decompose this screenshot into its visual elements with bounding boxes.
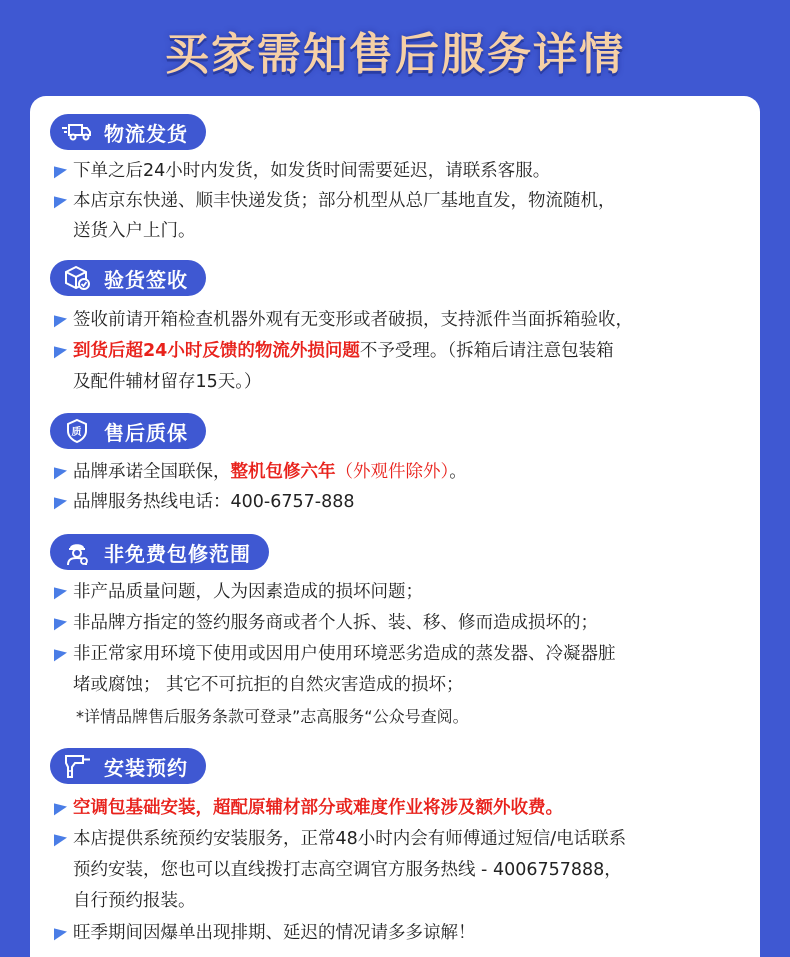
bullet-arrow-icon	[54, 495, 67, 510]
logistics-line-3: 送货入户上门。	[73, 221, 196, 241]
installation-line-5: 旺季期间因爆单出现排期、延迟的情况请多多谅解！	[54, 918, 744, 948]
installation-line-2: 本店提供系统预约安装服务，正常48小时内会有师傅通过短信/电话联系	[54, 824, 744, 854]
installation-fee-warning: 空调包基础安装，超配原辅材部分或难度作业将涉及额外收费。	[73, 798, 563, 818]
warranty-line-1: 品牌承诺全国联保，整机包修六年（外观件除外）。	[54, 457, 744, 487]
service-hotline: 品牌服务热线电话：400-6757-888	[73, 492, 355, 512]
bullet-arrow-icon	[54, 616, 67, 631]
installation-line-4: 自行预约报装。	[73, 891, 196, 911]
exclusions-line-1: 非产品质量问题，人为因素造成的损坏问题；	[54, 577, 744, 607]
package-check-icon	[62, 265, 92, 291]
installation-line-3: 预约安装，您也可以直线拨打志高空调官方服务热线 - 4006757888，	[73, 860, 622, 880]
page-title: 买家需知售后服务详情	[165, 29, 625, 80]
bullet-arrow-icon	[54, 164, 67, 179]
section-title-warranty: 售后质保	[104, 420, 188, 445]
section-title-installation: 安装预约	[104, 755, 188, 780]
bullet-arrow-icon	[54, 926, 67, 941]
content-card	[30, 96, 760, 957]
inspection-line-3: 及配件辅材留存15天。）	[73, 372, 262, 392]
inspection-line-1: 签收前请开箱检查机器外观有无变形或者破损，支持派件当面拆箱验收，	[54, 305, 744, 335]
exclusions-note: *详情品牌售后服务条款可登录”志高服务“公众号查阅。	[76, 707, 469, 726]
svg-text:质: 质	[71, 427, 83, 438]
section-header-inspection	[50, 260, 206, 296]
exclusions-line-4: 堵或腐蚀； 其它不可抗拒的自然灾害造成的损坏；	[73, 675, 464, 695]
inspection-warning: 到货后超24小时反馈的物流外损问题	[73, 341, 360, 361]
warranty-highlight: 整机包修六年	[230, 462, 336, 482]
section-title-inspection: 验货签收	[104, 267, 188, 292]
bullet-arrow-icon	[54, 585, 67, 600]
section-header-logistics	[50, 114, 206, 150]
section-header-exclusions	[50, 534, 269, 570]
section-header-warranty	[50, 413, 206, 449]
logistics-line-2: 本店京东快递、顺丰快递发货；部分机型从总厂基地直发，物流随机，	[54, 186, 744, 216]
bullet-arrow-icon	[54, 313, 67, 328]
warranty-line-2	[54, 487, 744, 517]
bullet-arrow-icon	[54, 194, 67, 209]
bullet-arrow-icon	[54, 344, 67, 359]
bullet-arrow-icon	[54, 801, 67, 816]
delivery-truck-icon	[62, 119, 92, 145]
bullet-arrow-icon	[54, 465, 67, 480]
bullet-arrow-icon	[54, 647, 67, 662]
repair-worker-icon	[62, 539, 92, 565]
section-title-exclusions: 非免费包修范围	[104, 541, 251, 566]
inspection-line-2: 到货后超24小时反馈的物流外损问题不予受理。（拆箱后请注意包装箱	[54, 336, 744, 366]
section-title-logistics: 物流发货	[104, 121, 188, 146]
quality-shield-icon	[62, 418, 92, 444]
bullet-arrow-icon	[54, 832, 67, 847]
section-header-installation	[50, 748, 206, 784]
exclusions-line-2: 非品牌方指定的签约服务商或者个人拆、装、移、修而造成损坏的；	[54, 608, 744, 638]
drill-tool-icon	[62, 753, 92, 779]
exclusions-line-3: 非正常家用环境下使用或因用户使用环境恶劣造成的蒸发器、冷凝器脏	[54, 639, 744, 669]
logistics-line-1: 下单之后24小时内发货，如发货时间需要延迟，请联系客服。	[54, 156, 744, 186]
installation-line-1	[54, 793, 744, 823]
